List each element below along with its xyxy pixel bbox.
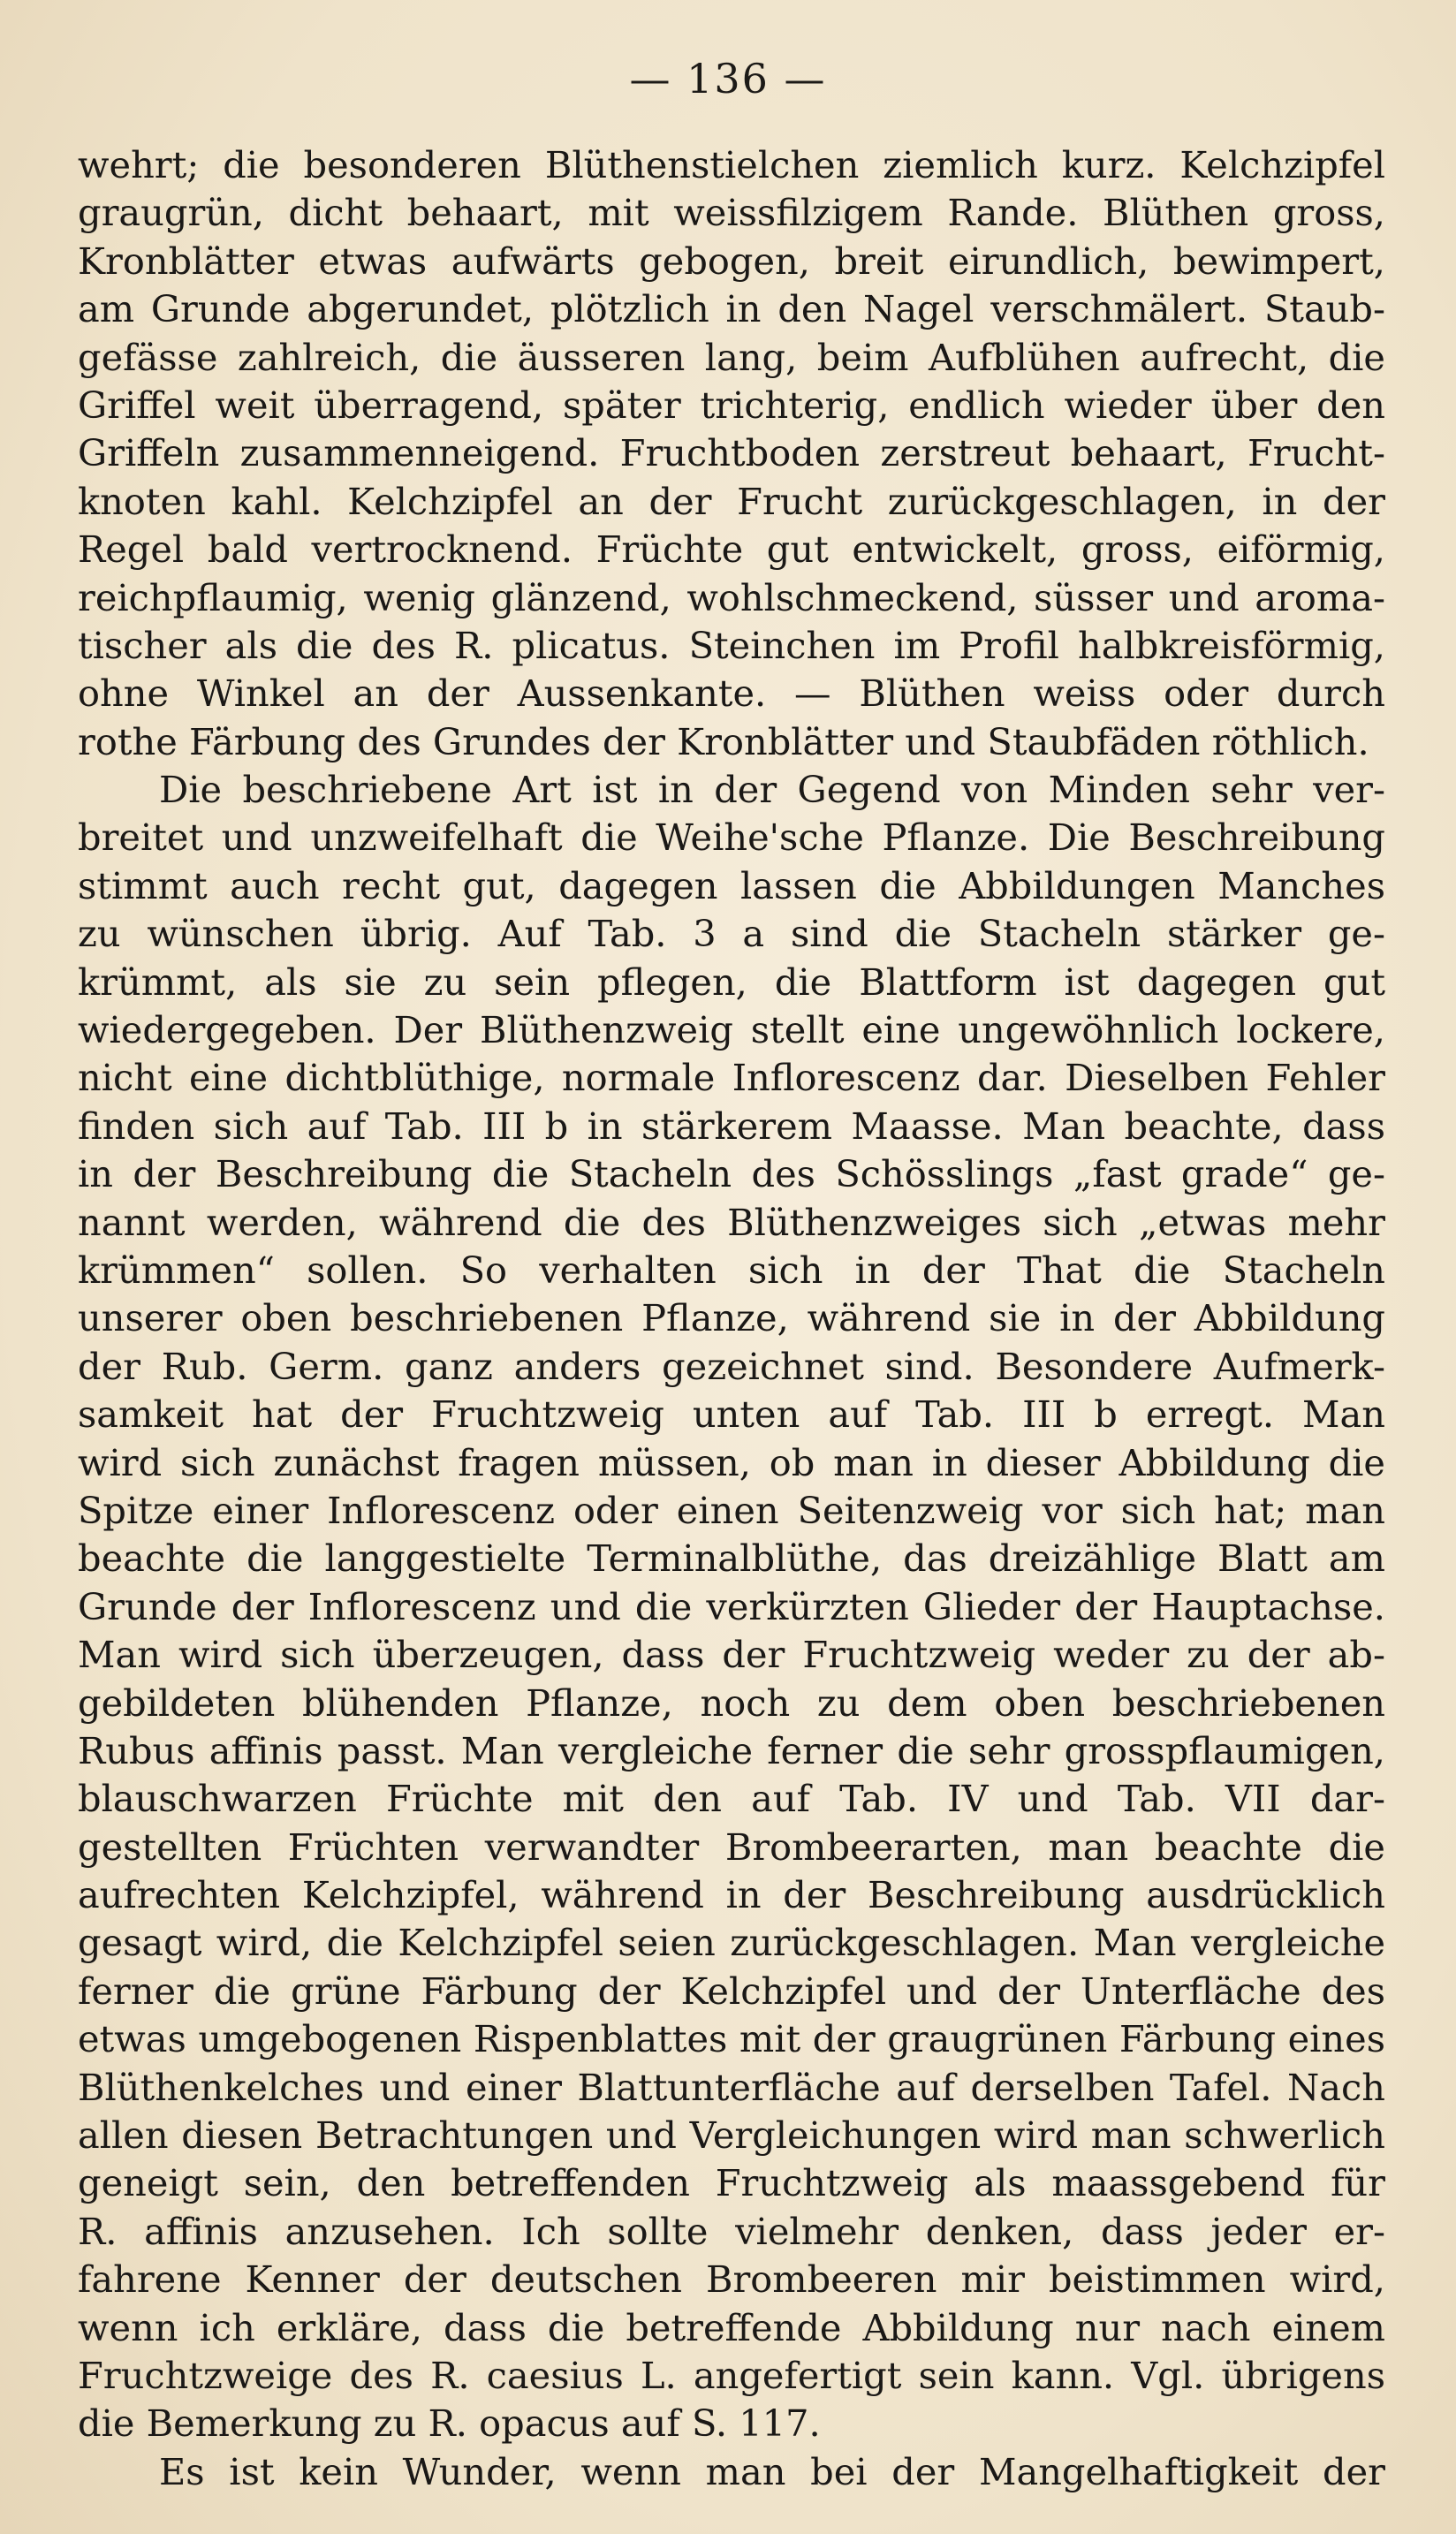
text-line: aufrechten Kelchzipfel, während in der Beschreibung ausdrücklich — [78, 1873, 1385, 1917]
text-line: ferner die grüne Färbung der Kelchzipfel und der Unterfläche des — [78, 1969, 1385, 2013]
text-line: Es ist kein Wunder, wenn man bei der Mangelhaftigkeit der — [159, 2449, 1385, 2493]
text-line: Griffeln zusammenneigend. Fruchtboden zerstreut behaart, Frucht- — [78, 431, 1385, 475]
text-line: gesagt wird, die Kelchzipfel seien zurückgeschlagen. Man vergleiche — [78, 1921, 1385, 1965]
text-line: R. affinis anzusehen. Ich sollte vielmehr denken, dass jeder er- — [78, 2209, 1385, 2253]
text-line: fahrene Kenner der deutschen Brombeeren mir beistimmen wird, — [78, 2257, 1385, 2302]
text-line: Fruchtzweige des R. caesius L. angefertigt sein kann. Vgl. übrigens — [78, 2353, 1385, 2397]
text-line: Rubus affinis passt. Man vergleiche ferner die sehr grosspflaumigen, — [78, 1728, 1385, 1772]
text-line: knoten kahl. Kelchzipfel an der Frucht zurückgeschlagen, in der — [78, 479, 1385, 523]
text-line: wenn ich erkläre, dass die betreffende Abbildung nur nach einem — [78, 2305, 1385, 2349]
text-line: ohne Winkel an der Aussenkante. — Blüthen weiss oder durch — [78, 671, 1385, 716]
text-line: stimmt auch recht gut, dagegen lassen die Abbildungen Manches — [78, 863, 1385, 907]
text-line: Grunde der Inflorescenz und die verkürzten Glieder der Hauptachse. — [78, 1584, 1385, 1628]
text-line: gefässe zahlreich, die äusseren lang, beim Aufblühen aufrecht, die — [78, 335, 1385, 379]
body-text — [78, 141, 1385, 2496]
text-line: Regel bald vertrocknend. Früchte gut entwickelt, gross, eiförmig, — [78, 527, 1385, 572]
text-line: allen diesen Betrachtungen und Vergleichungen wird man schwerlich — [78, 2113, 1385, 2158]
text-line: blauschwarzen Früchte mit den auf Tab. IV und Tab. VII dar- — [78, 1777, 1385, 1821]
text-line: beachte die langgestielte Terminalblüthe, das dreizählige Blatt am — [78, 1536, 1385, 1581]
text-line: gestellten Früchten verwandter Brombeerarten, man beachte die — [78, 1825, 1385, 1869]
text-line: zu wünschen übrig. Auf Tab. 3 a sind die Stacheln stärker ge- — [78, 912, 1385, 956]
text-line: graugrün, dicht behaart, mit weissfilzigem Rande. Blüthen gross, — [78, 191, 1385, 235]
text-line: nannt werden, während die des Blüthenzweiges sich „etwas mehr — [78, 1200, 1385, 1244]
text-line: Spitze einer Inflorescenz oder einen Seitenzweig vor sich hat; man — [78, 1488, 1385, 1532]
text-line: tischer als die des R. plicatus. Steinchen im Profil halbkreisförmig, — [78, 623, 1385, 667]
text-line: Die beschriebene Art ist in der Gegend von Minden sehr ver- — [159, 768, 1385, 812]
text-line: Griffel weit überragend, später trichterig, endlich wieder über den — [78, 383, 1385, 427]
text-line: etwas umgebogenen Rispenblattes mit der graugrünen Färbung eines — [78, 2017, 1385, 2061]
page-number: — 136 — — [629, 55, 827, 102]
text-line: am Grunde abgerundet, plötzlich in den Nagel verschmälert. Staub- — [78, 287, 1385, 331]
text-line: geneigt sein, den betreffenden Fruchtzweig als maassgebend für — [78, 2161, 1385, 2205]
text-line: samkeit hat der Fruchtzweig unten auf Tab. III b erregt. Man — [78, 1392, 1385, 1437]
text-line: finden sich auf Tab. III b in stärkerem Maasse. Man beachte, dass — [78, 1104, 1385, 1148]
text-line: reichpflaumig, wenig glänzend, wohlschmeckend, süsser und aroma- — [78, 575, 1385, 619]
text-line: unserer oben beschriebenen Pflanze, während sie in der Abbildung — [78, 1296, 1385, 1340]
text-line: Man wird sich überzeugen, dass der Fruchtzweig weder zu der ab- — [78, 1633, 1385, 1677]
text-line: Blüthenkelches und einer Blattunterfläche auf derselben Tafel. Nach — [78, 2065, 1385, 2109]
text-line: wiedergegeben. Der Blüthenzweig stellt eine ungewöhnlich lockere, — [78, 1008, 1385, 1052]
text-line: breitet und unzweifelhaft die Weihe'sche Pflanze. Die Beschreibung — [78, 816, 1385, 860]
text-line: nicht eine dichtblüthige, normale Inflorescenz dar. Dieselben Fehler — [78, 1056, 1385, 1100]
text-line: in der Beschreibung die Stacheln des Schösslings „fast grade“ ge- — [78, 1152, 1385, 1196]
text-line: gebildeten blühenden Pflanze, noch zu dem oben beschriebenen — [78, 1680, 1385, 1725]
text-line: wird sich zunächst fragen müssen, ob man in dieser Abbildung die — [78, 1440, 1385, 1484]
text-line: krümmen“ sollen. So verhalten sich in der That die Stacheln — [78, 1248, 1385, 1292]
text-line: die Bemerkung zu R. opacus auf S. 117. — [78, 2401, 821, 2446]
text-line: krümmt, als sie zu sein pflegen, die Blattform ist dagegen gut — [78, 960, 1385, 1004]
text-line: Kronblätter etwas aufwärts gebogen, breit eirundlich, bewimpert, — [78, 239, 1385, 283]
text-line: wehrt; die besonderen Blüthenstielchen ziemlich kurz. Kelchzipfel — [78, 143, 1385, 186]
text-line: der Rub. Germ. ganz anders gezeichnet sind. Besondere Aufmerk- — [78, 1344, 1385, 1388]
text-line: rothe Färbung des Grundes der Kronblätter und Staubfäden röthlich. — [78, 719, 1369, 763]
